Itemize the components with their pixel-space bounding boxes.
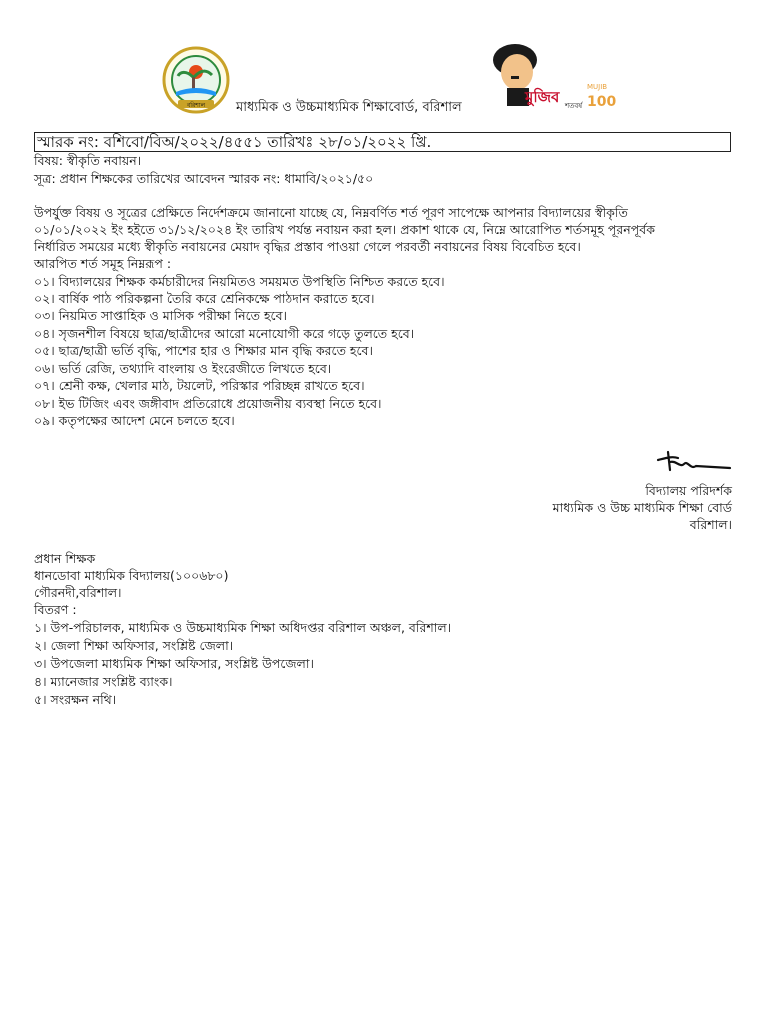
distribution-item: ৫। সংরক্ষন নথি। [34,692,117,707]
recipient-line: গৌরনদী,বরিশাল। [34,585,122,600]
signature-mark [656,448,732,478]
condition-item: ০১। বিদ্যালয়ের শিক্ষক কর্মচারীদের নিয়মিতও সময়মত উপস্থিতি নিশ্চিত করতে হবে। [34,274,445,289]
mujib-100-logo [487,36,617,112]
condition-item: ০৮। ইভ টিজিং এবং জঙ্গীবাদ প্রতিরোধে প্রয়োজনীয় ব্যবস্থা নিতে হবে। [34,396,382,411]
condition-item: ০৩। নিয়মিত সাপ্তাহিক ও মাসিক পরীক্ষা নিতে হবে। [34,308,287,323]
memo-number-box: স্মারক নং: বশিবো/বিঅ/২০২২/৪৫৫১ তারিখঃ ২৮/০১/২০২২ খ্রি. [34,132,731,152]
logo-number: 100 [587,94,617,110]
condition-item: ০৫। ছাত্র/ছাত্রী ভর্তি বৃদ্ধি, পাশের হার ও শিক্ষার মান বৃদ্ধি করতে হবে। [34,343,373,358]
seal-caption: বরিশাল [186,102,206,109]
signatory-office: মাধ্যমিক ও উচ্চ মাধ্যমিক শিক্ষা বোর্ড [552,500,732,515]
signatory-city: বরিশাল। [689,517,732,532]
body-line: উপর্যুক্ত বিষয় ও সূত্রের প্রেক্ষিতে নির্দেশক্রমে জানানো যাচ্ছে যে, নিম্নবর্ণিত শর্ত পূরণ সাপেক্ষে আপনার বিদ্যালয়ের স্বীকৃতি [34,205,628,220]
distribution-item: ৪। ম্যানেজার সংশ্লিষ্ট ব্যাংক। [34,674,173,689]
distribution-heading: বিতরণ : [34,602,77,617]
logo-text: মুজিব [525,88,560,106]
signatory-title: বিদ্যালয় পরিদর্শক [645,483,732,498]
reference-line: সূত্র: প্রধান শিক্ষকের তারিখের আবেদন স্মারক নং: ধামাবি/২০২১/৫০ [34,171,374,186]
condition-item: ০৪। সৃজনশীল বিষয়ে ছাত্র/ছাত্রীদের আরো মনোযোগী করে গড়ে তুলতে হবে। [34,326,415,341]
distribution-item: ৩। উপজেলা মাধ্যমিক শিক্ষা অফিসার, সংশ্লিষ্ট উপজেলা। [34,656,314,671]
recipient-line: প্রধান শিক্ষক [34,551,96,566]
distribution-item: ১। উপ-পরিচালক, মাধ্যমিক ও উচ্চমাধ্যমিক শিক্ষা অধিদপ্তর বরিশাল অঞ্চল, বরিশাল। [34,620,452,635]
board-seal-logo [162,46,230,114]
logo-subtext: শতবর্ষ [565,102,583,110]
logo-latin: MUJIB [587,83,608,91]
recipient-line: ধানডোবা মাধ্যমিক বিদ্যালয়(১০০৬৮০) [34,568,229,583]
condition-item: ০৭। শ্রেনী কক্ষ, খেলার মাঠ, টয়লেট, পরিস্কার পরিচ্ছন্ন রাখতে হবে। [34,378,365,393]
condition-item: ০২। বার্ষিক পাঠ পরিকল্পনা তৈরি করে শ্রেনিকক্ষে পাঠদান করাতে হবে। [34,291,375,306]
condition-item: ০৬। ভর্তি রেজি, তথ্যাদি বাংলায় ও ইংরেজীতে লিখতে হবে। [34,361,332,376]
distribution-item: ২। জেলা শিক্ষা অফিসার, সংশ্লিষ্ট জেলা। [34,638,234,653]
body-line: নির্ধারিত সময়ের মধ্যে স্বীকৃতি নবায়নের মেয়াদ বৃদ্ধির প্রস্তাব পাওয়া গেলে পরবর্তী নবায়নের বিষয় বিবেচিত হবে। [34,239,581,254]
condition-item: ০৯। কতৃপক্ষের আদেশ মেনে চলতে হবে। [34,413,235,428]
board-title: মাধ্যমিক ও উচ্চমাধ্যমিক শিক্ষাবোর্ড, বরিশাল [236,100,462,115]
conditions-heading: আরপিত শর্ত সমূহ নিম্নরূপ : [34,256,172,271]
body-line: ০১/০১/২০২২ ইং হইতে ৩১/১২/২০২৪ ইং তারিখ পর্যন্ত নবায়ন করা হল। প্রকাশ থাকে যে, নিম্নে আরোপিত শর্তসমূহ পূরনপূর্বক [34,222,655,237]
subject-line: বিষয়: স্বীকৃতি নবায়ন। [34,153,142,168]
